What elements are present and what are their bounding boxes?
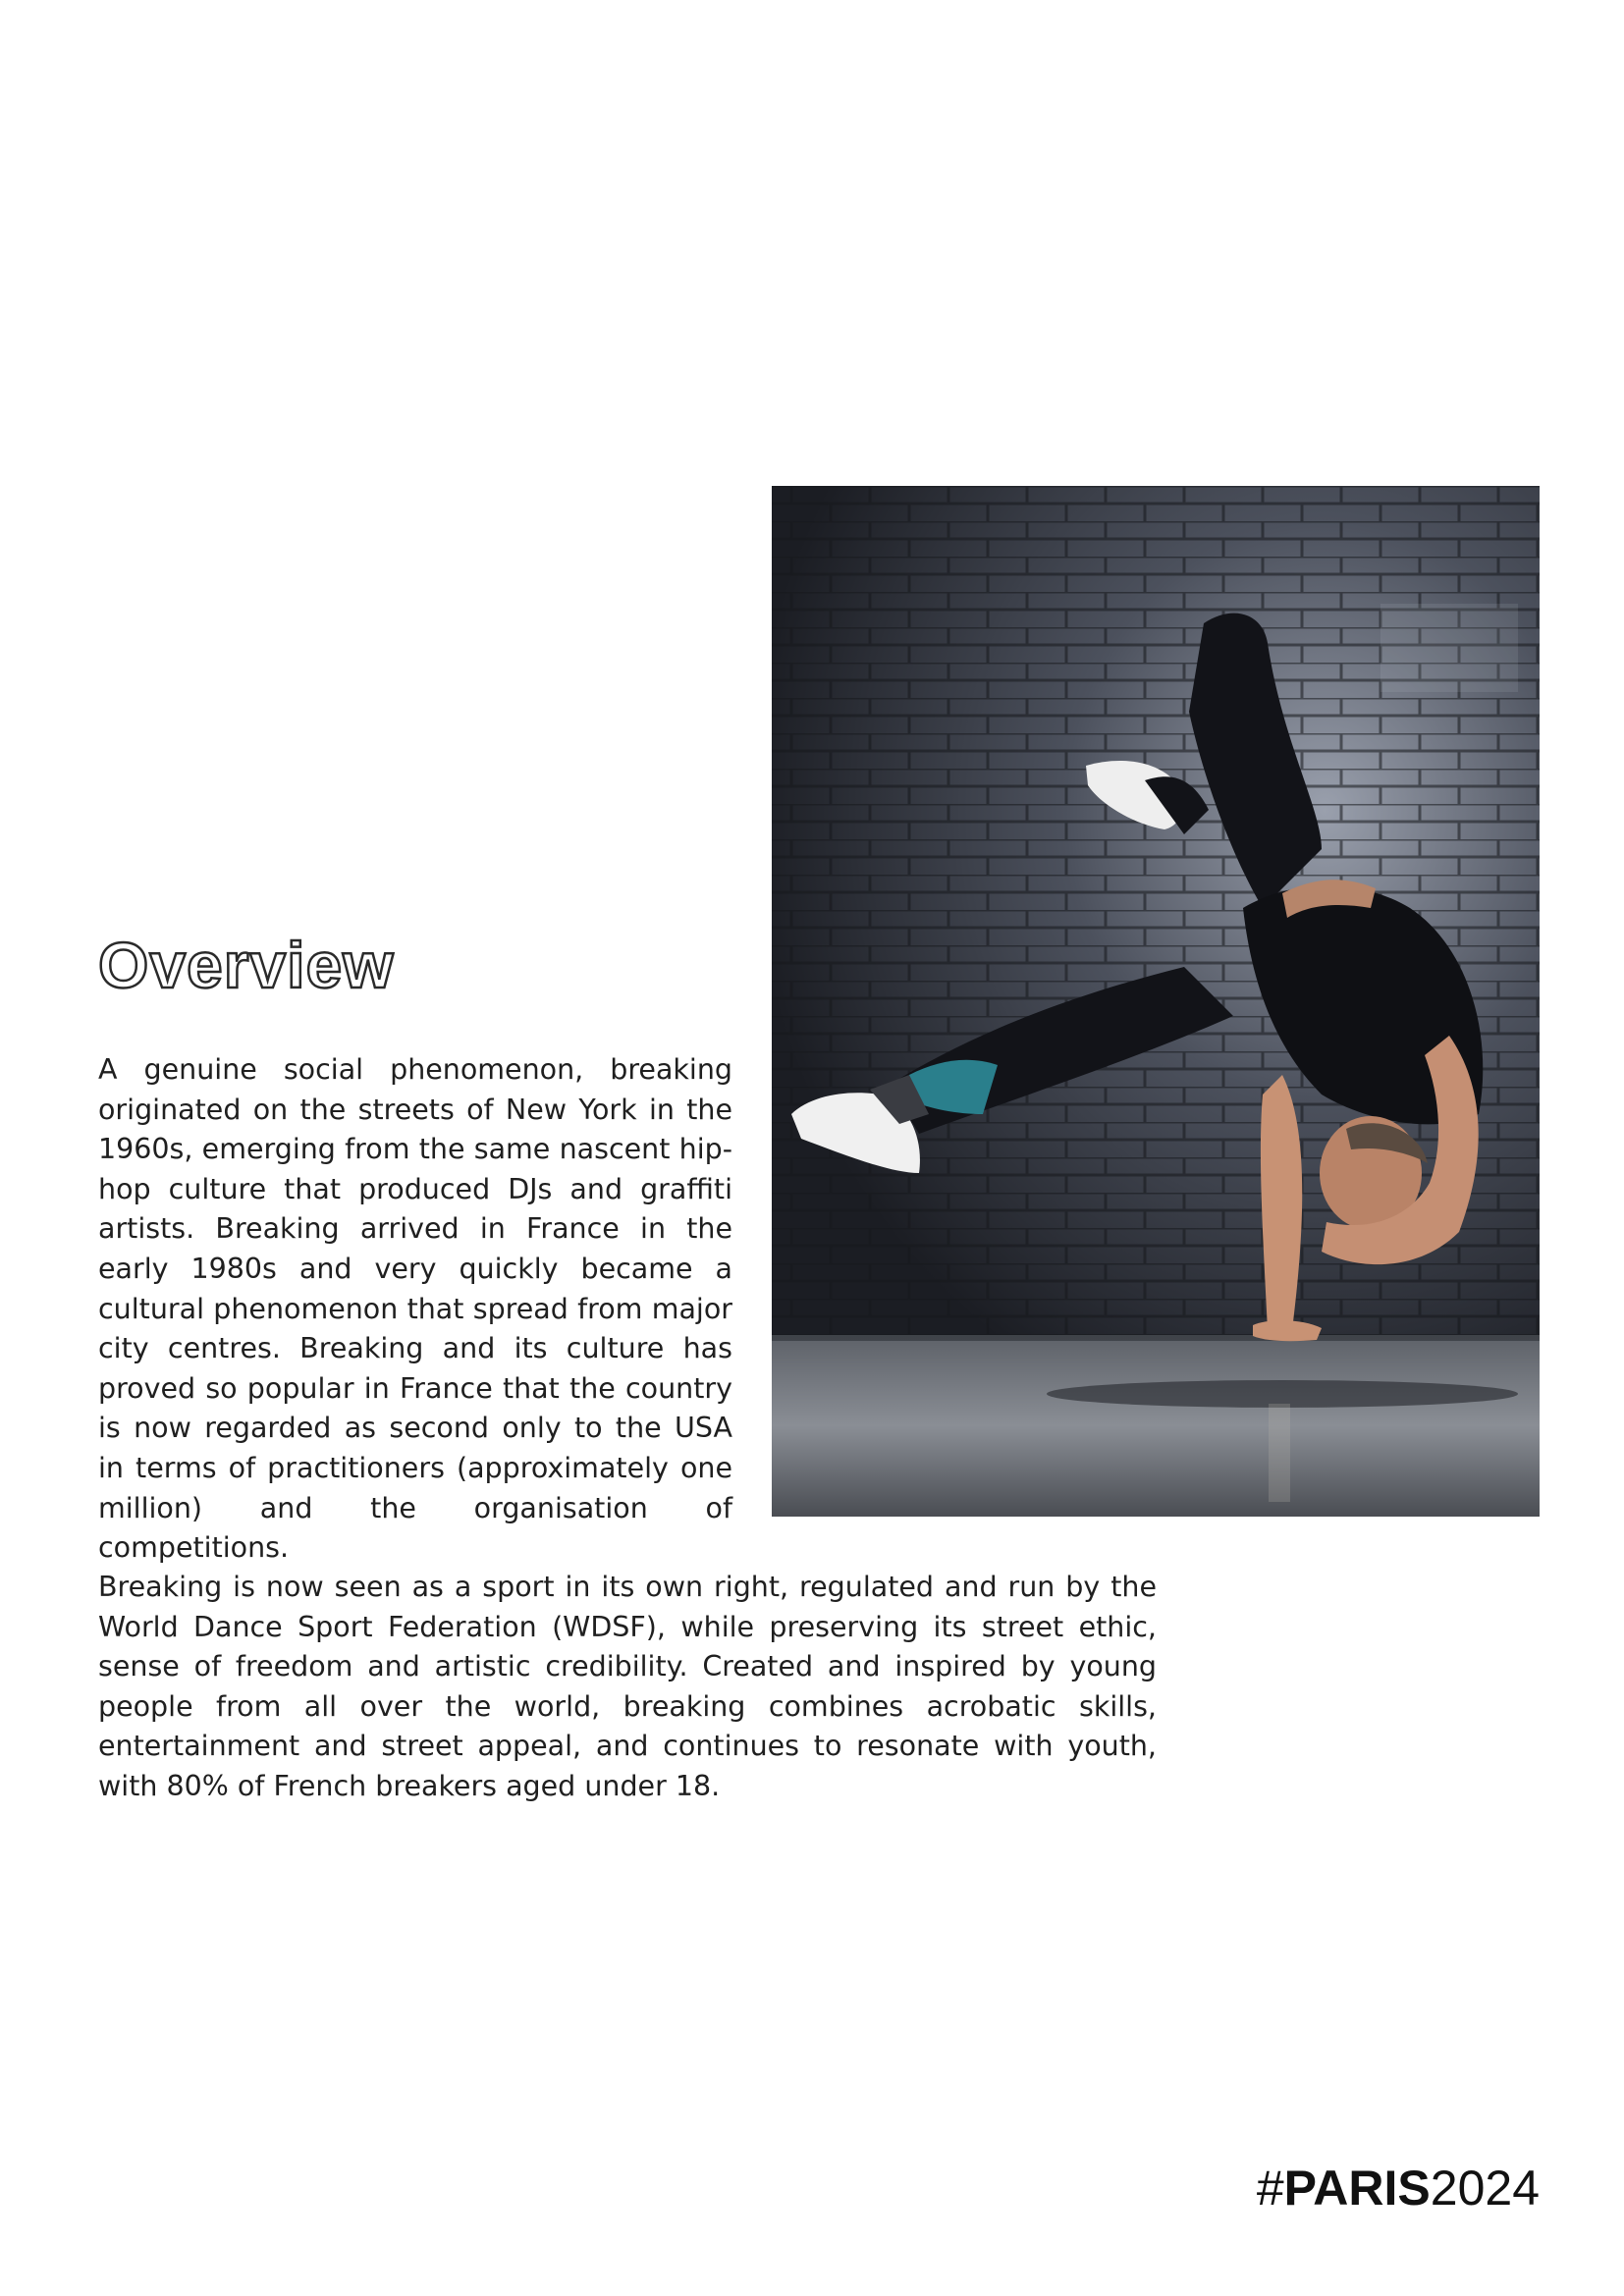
hashtag-symbol: # bbox=[1256, 2161, 1284, 2216]
section-heading: Overview bbox=[98, 929, 395, 1001]
breakdancer-photo bbox=[772, 486, 1540, 1517]
breakdancer-freeze-icon bbox=[772, 486, 1540, 1517]
body-paragraph: Breaking is now seen as a sport in its own right, regulated and run by the World Dance Sport Federation (WDSF), while preserving its street ethic, sense of freedom and artistic credibility. Created and inspired by young people from all over the world, breaking combines acrobatic skills, entertainment and street appeal, and continues to resonate with youth, with 80% of French breakers aged under 18. bbox=[98, 1571, 1157, 1802]
hashtag-city: PARIS bbox=[1283, 2161, 1431, 2216]
hashtag-year: 2024 bbox=[1430, 2161, 1540, 2216]
paris-2024-hashtag bbox=[1257, 2160, 1540, 2216]
intro-paragraph: A genuine social phenomenon, breaking originated on the streets of New York in the 1960s, emerging from the same nascent hip-hop culture that produced DJs and graffiti artists. Breaking arrived in France in the early 1980s and very quickly became a cultural phenomenon that spread from major city centres. Breaking and its culture has proved so popular in France that the country is now regarded as second only to the USA in terms of practitioners (approximately one million) and the organisation of competitions. bbox=[98, 1053, 732, 1565]
